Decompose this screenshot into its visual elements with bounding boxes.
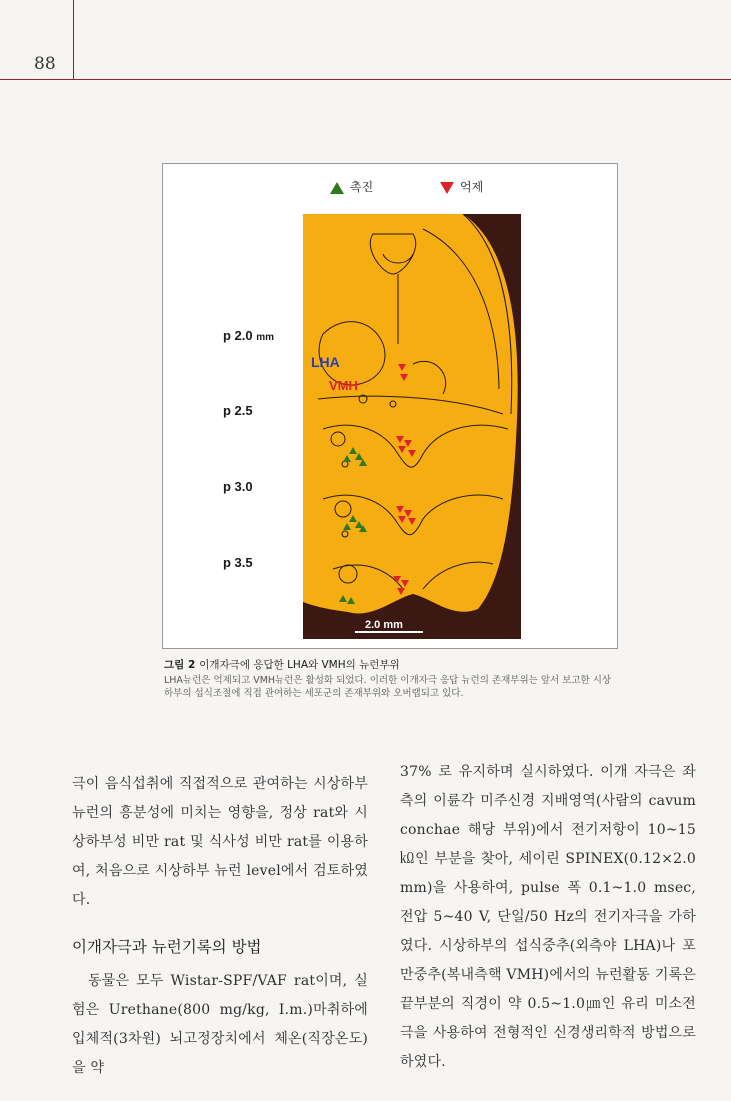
legend-inhibition — [440, 178, 483, 195]
page-number: 88 — [34, 54, 56, 74]
caption-body: LHA뉴런은 억제되고 VMH뉴런은 활성화 되었다. 이러한 이개자극 응답 뉴런의 존재부위는 앞서 보고한 시상하부의 섭식조절에 직접 관여하는 세포군의 존재부위와 오버랩되고 있다. — [164, 675, 612, 699]
scale-bar-label: 2.0 mm — [365, 619, 403, 631]
legend-facilitation-label: 촉진 — [350, 180, 374, 194]
section-label-p35: p 3.5 — [223, 555, 253, 570]
section-label-p20: p 2.0 mm — [223, 328, 275, 343]
right-column — [400, 758, 696, 1077]
down-triangle-icon — [440, 182, 454, 194]
caption-subtitle: 이개자극에 응답한 LHA와 VMH의 뉴런부위 — [199, 659, 400, 671]
left-paragraph-2: 동물은 모두 Wistar-SPF/VAF rat이며, 실험은 Urethane(800 mg/kg, I.m.)마취하에 입체적(3차원) 뇌고정장치에서 체온(직장온도)을 약 — [72, 973, 368, 1076]
section-heading: 이개자극과 뉴런기록의 방법 — [72, 938, 262, 956]
right-paragraph: 37% 로 유지하며 실시하였다. 이개 자극은 좌측의 이륜각 미주신경 지배영역(사람의 cavum conchae 해당 부위)에서 전기저항이 10~15㏀인 부분을 찾아, 세이린 SPINEX(0.12×2.0 mm)을 사용하여, pulse 폭 0.1~1.0 msec, 전압 5~40 V, 단일/50 Hz의 전기자극을 가하였다. 시상하부의 섭식중추(외측야 LHA)나 포만중추(복내측핵 VMH)에서의 뉴런활동 기록은 끝부분의 직경이 약 0.5~1.0㎛인 유리 미소전극을 사용하여 전형적인 신경생리학적 방법으로 하였다. — [400, 764, 696, 1070]
lha-label: LHA — [311, 354, 340, 370]
left-paragraph-1: 극이 음식섭취에 직접적으로 관여하는 시상하부 뉴런의 흥분성에 미치는 영향을, 정상 rat와 시상하부성 비만 rat 및 식사성 비만 rat를 이용하여, 처음으로 시상하부 뉴런 level에서 검토하였다. — [72, 776, 368, 908]
vmh-label: VMH — [329, 378, 358, 393]
header-horizontal-rule — [0, 79, 731, 80]
caption-title: 그림 2 — [164, 659, 196, 671]
header-vertical-rule — [73, 0, 74, 80]
section-label-p30: p 3.0 — [223, 479, 253, 494]
legend-facilitation — [330, 178, 373, 195]
figure-caption — [164, 657, 614, 700]
left-column — [72, 770, 368, 1083]
section-label-p25: p 2.5 — [223, 403, 253, 418]
legend-inhibition-label: 억제 — [460, 180, 484, 194]
brain-section-diagram — [303, 214, 521, 639]
up-triangle-icon — [330, 182, 344, 194]
brain-tissue — [303, 214, 518, 613]
